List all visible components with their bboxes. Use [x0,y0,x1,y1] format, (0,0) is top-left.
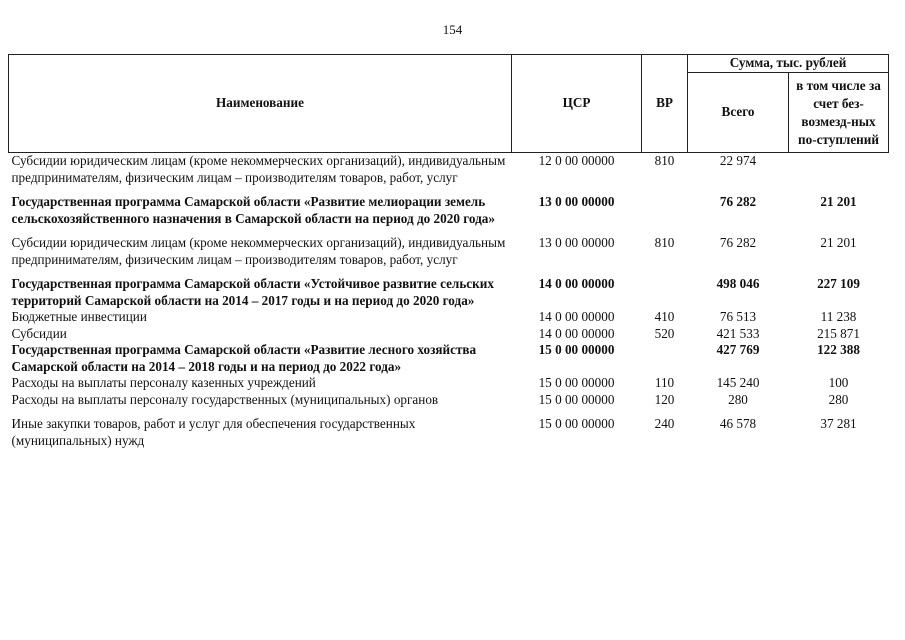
row-csr: 14 0 00 00000 [538,276,615,291]
row-name: Государственная программа Самарской области «Развитие лесного хозяйства Самарской области на 2014 – 2018 годы и на период до 2022 года» [11,342,477,374]
row-free: 21 201 [820,235,857,250]
row-total: 76 513 [719,309,757,324]
table-row [9,227,889,268]
row-name: Государственная программа Самарской области «Развитие мелиорации земель сельскохозяйственного назначения в Самарской области на период до 2020 года» [11,194,495,226]
table-body [9,153,889,450]
row-free: 11 238 [820,309,857,324]
row-vr: 810 [654,153,675,168]
row-csr: 14 0 00 00000 [538,309,615,324]
row-name: Расходы на выплаты персоналу казенных учреждений [11,375,316,390]
row-free: 215 871 [817,325,860,341]
row-total: 427 769 [716,342,760,357]
row-total: 46 578 [719,416,757,431]
row-free: 100 [828,375,849,390]
header-csr: ЦСР [512,55,642,153]
page-number: 154 [442,22,463,37]
row-csr: 13 0 00 00000 [538,235,615,250]
row-free: 122 388 [817,342,860,357]
row-csr: 12 0 00 00000 [538,153,615,168]
row-csr: 15 0 00 00000 [538,391,615,407]
row-vr: 810 [654,235,675,250]
row-vr: 240 [654,416,675,431]
row-free: 21 201 [820,194,857,209]
row-total: 76 282 [719,235,757,250]
budget-table [8,54,889,449]
row-vr: 110 [654,375,675,390]
row-vr [642,186,688,227]
row-name: Иные закупки товаров, работ и услуг для обеспечения государственных (муниципальных) нужд [11,416,416,448]
row-total: 421 533 [716,325,760,341]
row-name: Субсидии [11,325,67,341]
table-row [9,309,889,326]
table-row [9,268,889,309]
row-csr: 15 0 00 00000 [538,375,615,390]
row-csr: 13 0 00 00000 [538,194,615,209]
table-row [9,375,889,392]
row-total: 22 974 [719,153,757,168]
row-csr: 15 0 00 00000 [538,416,615,431]
header-sum: Сумма, тыс. рублей [688,55,889,73]
table-row [9,342,889,375]
table-row [9,326,889,343]
row-vr [642,268,688,309]
row-name: Государственная программа Самарской области «Устойчивое развитие сельских территорий Самарской области на 2014 – 2017 годы и на период до 2020 года» [11,276,494,308]
row-name: Субсидии юридическим лицам (кроме некоммерческих организаций), индивидуальным предпринимателям, физическим лицам – производителям товаров, работ, услуг [11,153,506,185]
row-free: 280 [828,391,849,407]
header-name: Наименование [9,55,512,153]
row-csr: 14 0 00 00000 [538,325,615,341]
row-name: Расходы на выплаты персоналу государственных (муниципальных) органов [11,391,439,407]
row-total: 280 [728,391,748,407]
row-vr [642,342,688,375]
row-free [789,153,889,187]
table-row [9,392,889,409]
table-row [9,408,889,449]
row-total: 498 046 [716,276,760,291]
header-total: Всего [688,73,789,153]
row-name: Бюджетные инвестиции [11,309,147,324]
row-free: 227 109 [817,276,860,291]
row-vr: 520 [654,325,675,341]
row-vr: 120 [654,391,675,407]
row-total: 76 282 [719,194,757,209]
row-free: 37 281 [820,416,857,431]
row-vr: 410 [654,309,675,324]
header-free: в том числе за счет без-возмезд-ных по-ступлений [789,73,889,153]
row-total: 145 240 [716,375,760,390]
row-name: Субсидии юридическим лицам (кроме некоммерческих организаций), индивидуальным предпринимателям, физическим лицам – производителям товаров, работ, услуг [11,235,506,267]
header-vr: ВР [642,55,688,153]
row-csr: 15 0 00 00000 [538,342,615,357]
table-row [9,186,889,227]
table-row [9,153,889,187]
